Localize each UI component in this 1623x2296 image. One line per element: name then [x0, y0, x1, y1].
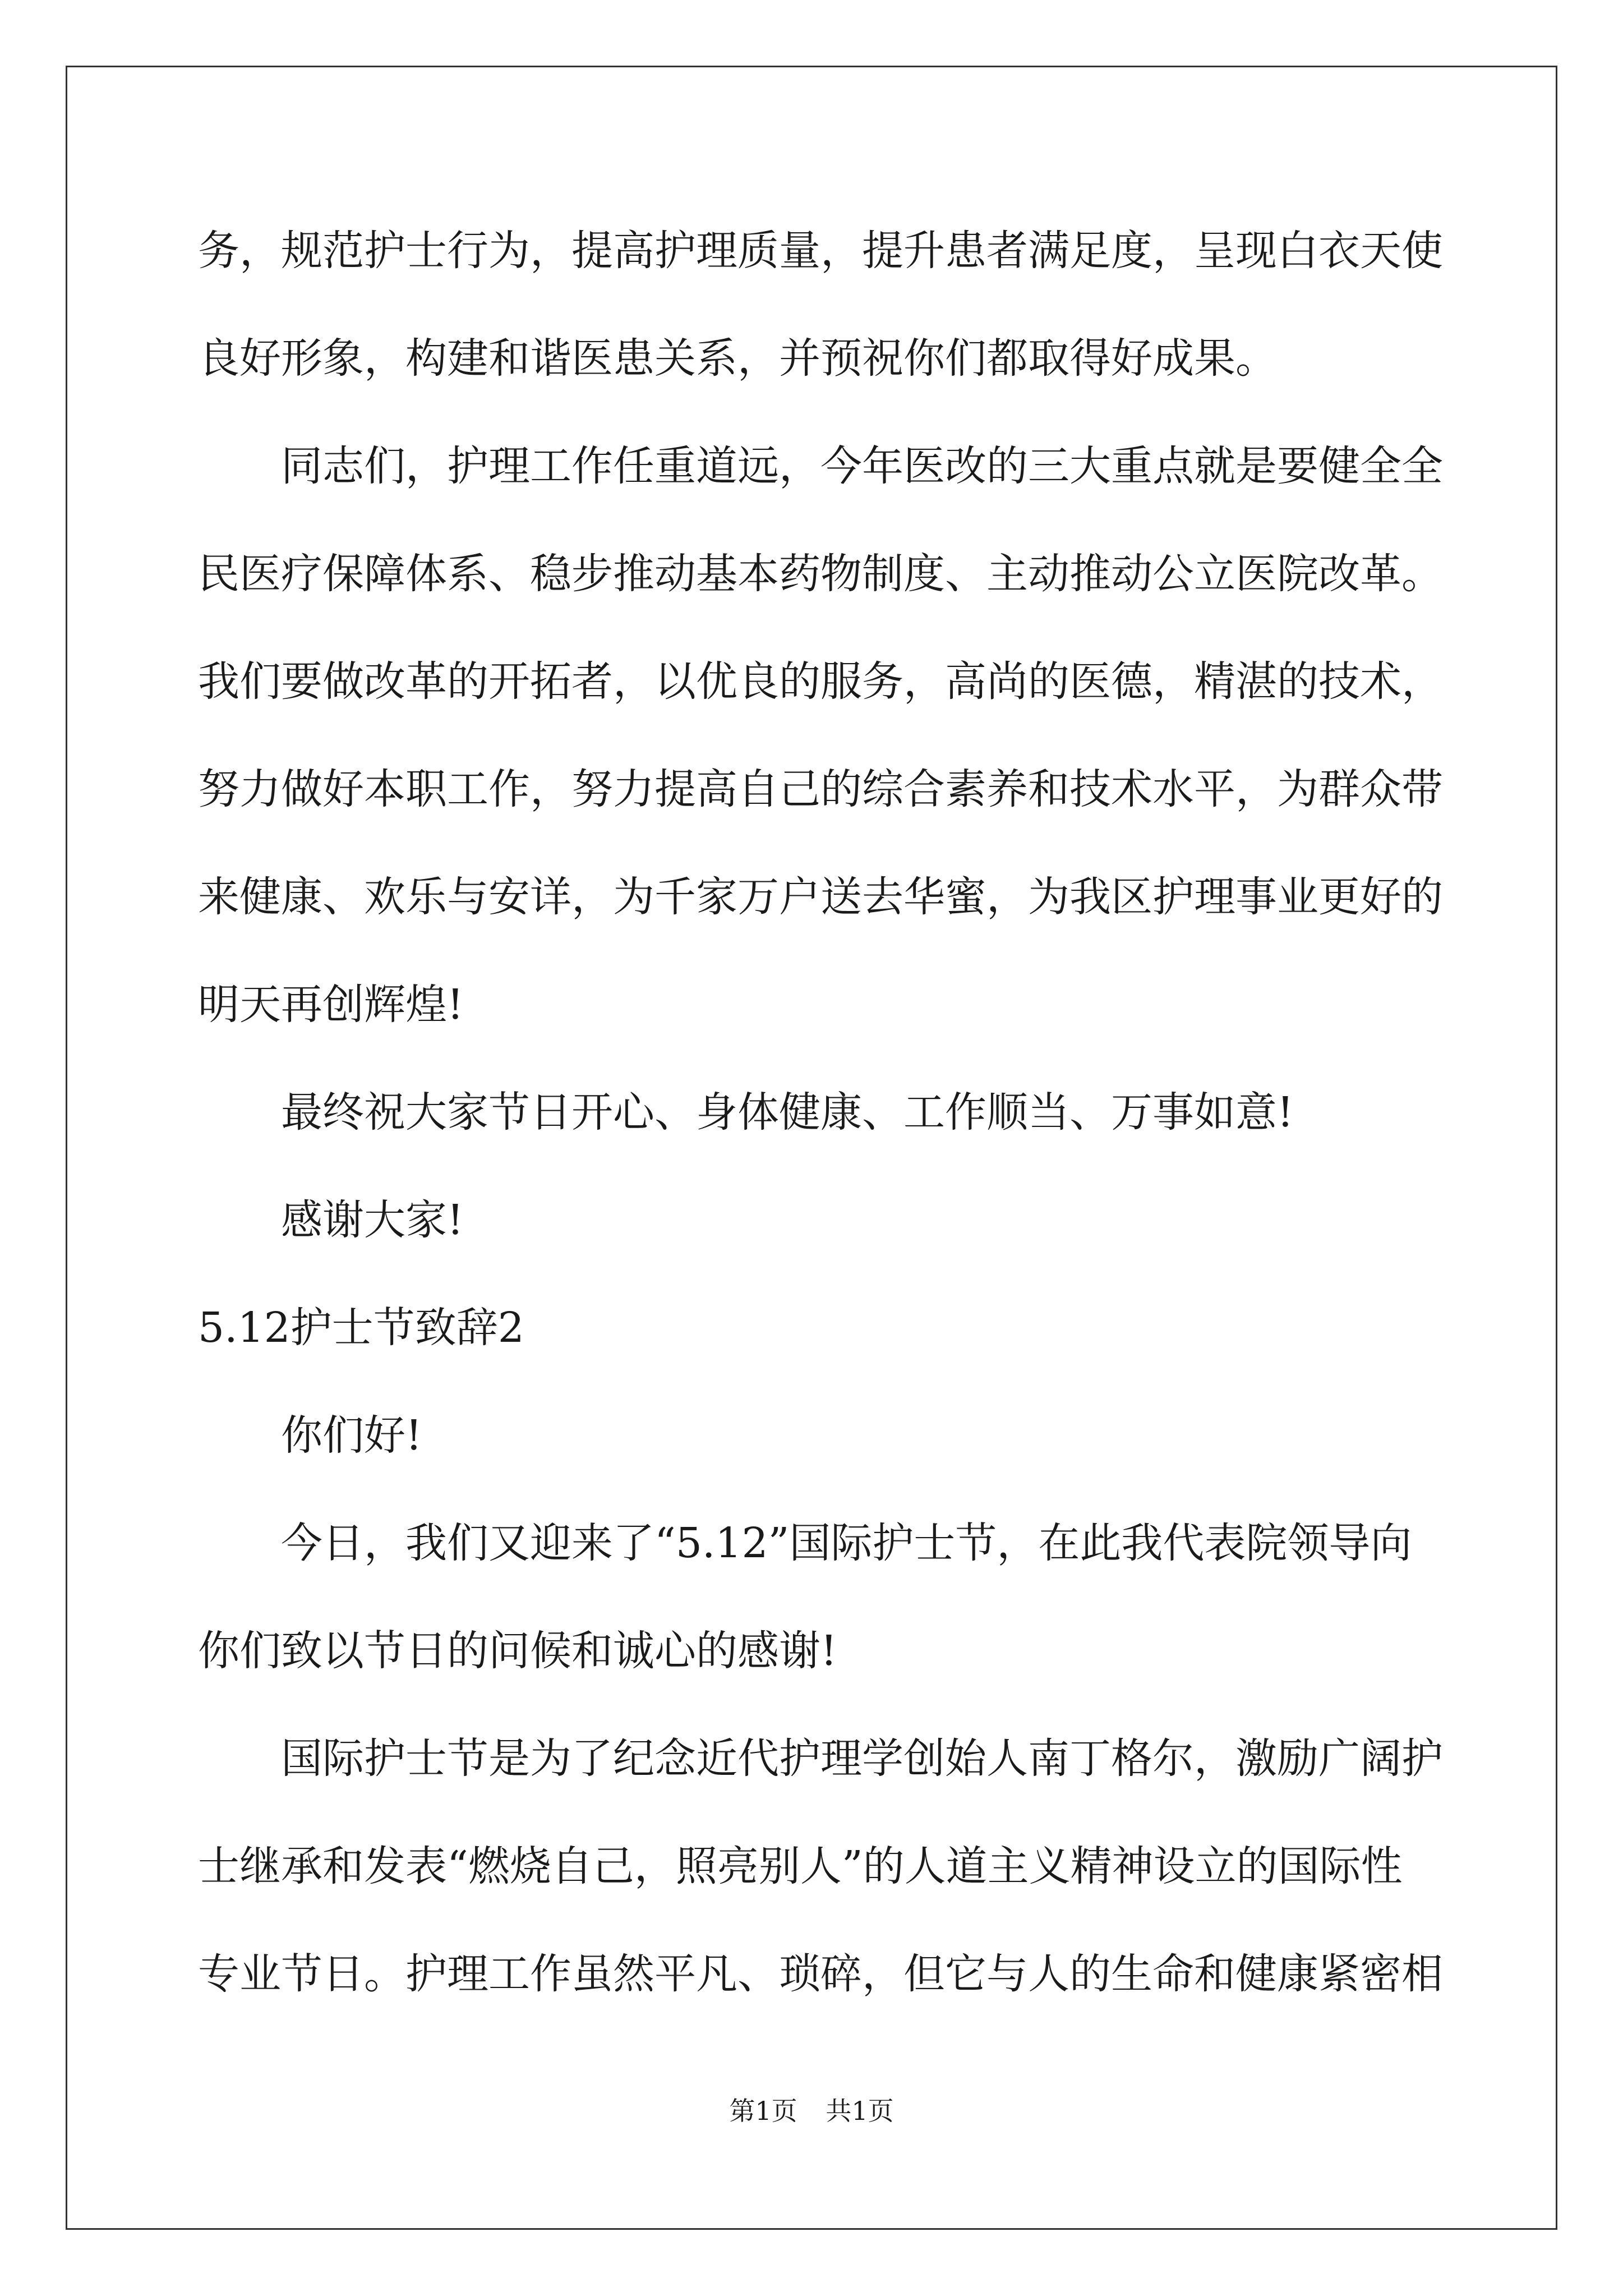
text-line-14: 你们致以节日的问候和诚心的感谢! — [198, 1627, 837, 1675]
text-line-17: 专业节日。护理工作虽然平凡、琐碎，但它与人的生命和健康紧密相 — [198, 1950, 1443, 1998]
page-number-total: 共1页 — [826, 2096, 894, 2126]
text-line-6: 努力做好本职工作，努力提高自己的综合素养和技术水平，为群众带 — [198, 765, 1443, 813]
text-line-12: 你们好! — [281, 1411, 422, 1460]
text-line-3: 同志们，护理工作任重道远，今年医改的三大重点就是要健全全 — [281, 442, 1443, 490]
text-line-4: 民医疗保障体系、稳步推动基本药物制度、主动推动公立医院改革。 — [198, 550, 1443, 598]
text-line-2: 良好形象，构建和谐医患关系，并预祝你们都取得好成果。 — [198, 334, 1277, 383]
document-body — [198, 209, 1443, 2040]
text-line-10: 感谢大家! — [281, 1196, 464, 1244]
page-footer — [0, 2094, 1623, 2128]
text-line-1: 务，规范护士行为，提高护理质量，提升患者满足度，呈现白衣天使 — [198, 227, 1443, 275]
text-line-7: 来健康、欢乐与安详，为千家万户送去华蜜，为我区护理事业更好的 — [198, 873, 1443, 921]
page-number-current: 第1页 — [729, 2096, 797, 2126]
text-line-9: 最终祝大家节日开心、身体健康、工作顺当、万事如意! — [281, 1088, 1294, 1137]
text-line-13: 今日，我们又迎来了“5.12”国际护士节，在此我代表院领导向 — [281, 1519, 1412, 1567]
text-line-15: 国际护士节是为了纪念近代护理学创始人南丁格尔，激励广阔护 — [281, 1734, 1443, 1783]
text-line-5: 我们要做改革的开拓者，以优良的服务，高尚的医德，精湛的技术， — [198, 657, 1443, 706]
text-line-8: 明天再创辉煌! — [198, 981, 464, 1029]
section-heading: 5.12护士节致辞2 — [198, 1304, 524, 1352]
text-line-16: 士继承和发表“燃烧自己，照亮别人”的人道主义精神设立的国际性 — [198, 1842, 1403, 1890]
